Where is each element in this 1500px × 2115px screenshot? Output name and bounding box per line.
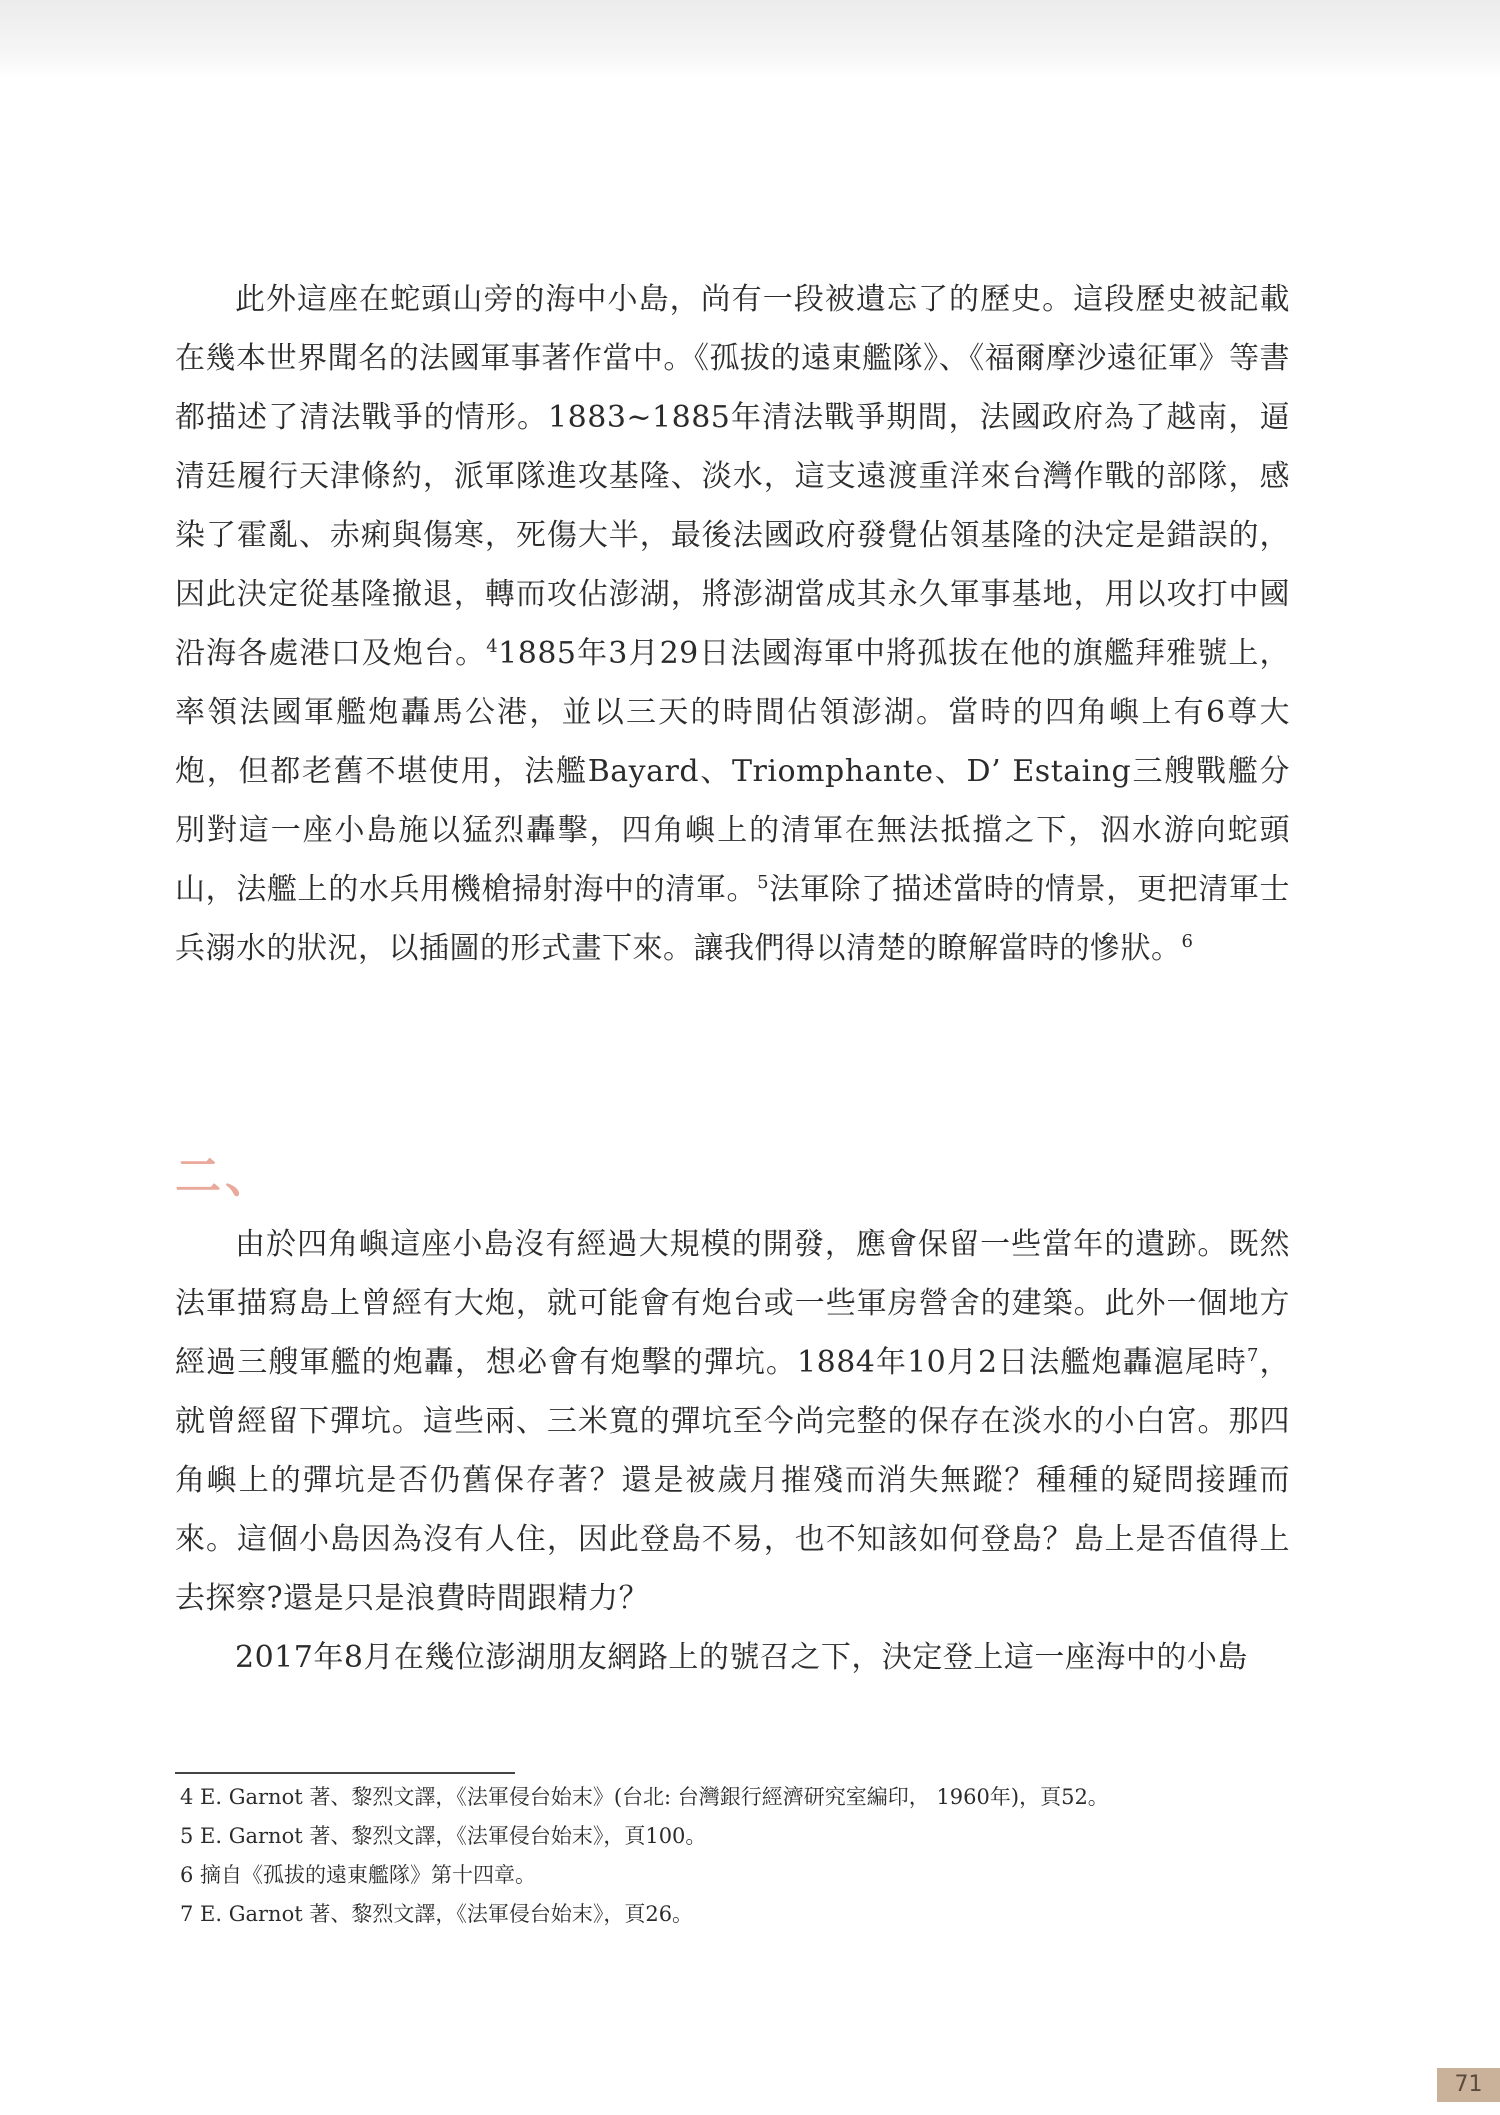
footnotes	[180, 1778, 1290, 1934]
paragraph-text: 由於四角嶼這座小島沒有經過大規模的開發，應會保留一些當年的遺跡。既然法軍描寫島上曾經有大炮，就可能會有炮台或一些軍房營舍的建築。此外一個地方經過三艘軍艦的炮轟，想必會有炮擊的彈坑。1884年10月2日法艦炮轟滬尾時	[175, 1227, 1290, 1380]
section-one-body	[175, 270, 1290, 978]
footnote-divider	[175, 1772, 515, 1774]
footnote-7: 7 E. Garnot 著、黎烈文譯，《法軍侵台始末》，頁26。	[180, 1902, 694, 1926]
page-top-shadow	[0, 0, 1500, 78]
footnote-6: 6 摘自《孤拔的遠東艦隊》第十四章。	[180, 1863, 537, 1887]
section-one-paragraph	[175, 270, 1290, 978]
paragraph-text: 此外這座在蛇頭山旁的海中小島，尚有一段被遺忘了的歷史。這段歷史被記載在幾本世界聞名的法國軍事著作當中。《孤拔的遠東艦隊》、《福爾摩沙遠征軍》等書都描述了清法戰爭的情形。1883~1885年清法戰爭期間，法國政府為了越南，逼清廷履行天津條約，派軍隊進攻基隆、淡水，這支遠渡重洋來台灣作戰的部隊，感染了霍亂、赤痢與傷寒，死傷大半，最後法國政府發覺佔領基隆的決定是錯誤的，因此決定從基隆撤退，轉而攻佔澎湖，將澎湖當成其永久軍事基地，用以攻打中國沿海各處港口及炮台。	[175, 282, 1290, 671]
section-two-paragraph-2: 2017年8月在幾位澎湖朋友網路上的號召之下，決定登上這一座海中的小島	[235, 1640, 1248, 1675]
paragraph-text: ，就曾經留下彈坑。這些兩、三米寬的彈坑至今尚完整的保存在淡水的小白宮。那四角嶼上的彈坑是否仍舊保存著？還是被歲月摧殘而消失無蹤？種種的疑問接踵而來。這個小島因為沒有人住，因此登島不易，也不知該如何登島？島上是否值得上去探察?還是只是浪費時間跟精力？	[175, 1345, 1291, 1616]
section-two-body	[175, 1215, 1290, 1687]
paragraph-text: 1885年3月29日法國海軍中將孤拔在他的旗艦拜雅號上，率領法國軍艦炮轟馬公港，並以三天的時間佔領澎湖。當時的四角嶼上有6尊大炮，但都老舊不堪使用，法艦Bayard、Triomphante、D’ Estaing三艘戰艦分別對這一座小島施以猛烈轟擊，四角嶼上的清軍在無法抵擋之下，泅水游向蛇頭山，法艦上的水兵用機槍掃射海中的清軍。	[175, 636, 1291, 907]
footnote-ref-5: 5	[757, 872, 770, 893]
footnote-ref-6: 6	[1181, 931, 1194, 952]
paragraph-text: 法軍除了描述當時的情景，更把清軍士兵溺水的狀況，以插圖的形式畫下來。讓我們得以清楚的瞭解當時的慘狀。	[175, 872, 1291, 966]
footnote-4: 4 E. Garnot 著、黎烈文譯，《法軍侵台始末》(台北: 台灣銀行經濟研究室編印， 1960年)，頁52。	[180, 1785, 1109, 1809]
footnote-ref-4: 4	[486, 636, 499, 657]
footnote-5: 5 E. Garnot 著、黎烈文譯，《法軍侵台始末》，頁100。	[180, 1824, 707, 1848]
footnote-ref-7: 7	[1246, 1345, 1259, 1366]
page-number: 71	[1437, 2068, 1500, 2102]
section-two-heading: 二、	[175, 1149, 275, 1203]
section-two-paragraph-1	[175, 1215, 1290, 1628]
